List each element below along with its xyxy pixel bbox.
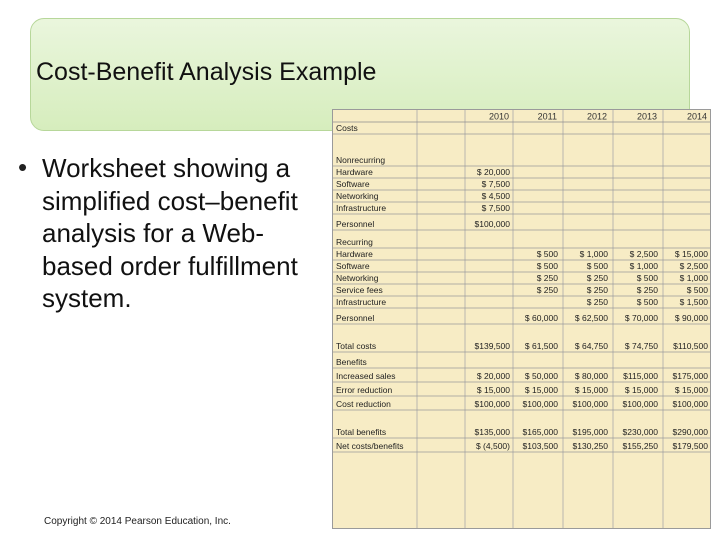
- cell-value: $230,000: [622, 427, 658, 437]
- cell-value: $ 70,000: [624, 313, 658, 323]
- row-label: Software: [336, 179, 370, 189]
- cell-value: $ 15,000: [524, 385, 558, 395]
- row-label: Net costs/benefits: [336, 441, 404, 451]
- cell-value: $179,500: [672, 441, 708, 451]
- worksheet-image: [332, 109, 711, 529]
- row-label: Increased sales: [336, 371, 396, 381]
- cell-value: $ 500: [536, 249, 558, 259]
- cell-value: $ 74,750: [624, 341, 658, 351]
- row-label: Cost reduction: [336, 399, 391, 409]
- cell-value: $ 500: [636, 273, 658, 283]
- copyright-note: Copyright © 2014 Pearson Education, Inc.: [44, 516, 231, 527]
- cell-value: $ 250: [586, 285, 608, 295]
- year-header: 2010: [488, 111, 509, 122]
- year-header: 2011: [537, 111, 557, 122]
- row-label: Nonrecurring: [336, 155, 386, 165]
- cell-value: $ 64,750: [574, 341, 608, 351]
- cell-value: $ 15,000: [624, 385, 658, 395]
- row-label: Personnel: [336, 313, 375, 323]
- row-label: Software: [336, 261, 370, 271]
- cell-value: $ 80,000: [574, 371, 608, 381]
- year-header: 2012: [586, 111, 607, 122]
- cell-value: $155,250: [622, 441, 658, 451]
- cell-value: $103,500: [522, 441, 558, 451]
- row-label: Benefits: [336, 357, 367, 367]
- cell-value: $ 90,000: [674, 313, 708, 323]
- year-header: 2013: [636, 111, 657, 122]
- row-label: Costs: [336, 123, 358, 133]
- cell-value: $115,000: [623, 371, 658, 381]
- cell-value: $100,000: [522, 399, 558, 409]
- cell-value: $ 15,000: [674, 249, 708, 259]
- bullet-dot: •: [18, 152, 28, 182]
- cell-value: $ 250: [636, 285, 658, 295]
- cell-value: $ 500: [586, 261, 608, 271]
- cell-value: $ 20,000: [476, 371, 510, 381]
- cell-value: $ 500: [636, 297, 658, 307]
- row-label: Total benefits: [336, 427, 387, 437]
- cell-value: $ 61,500: [524, 341, 558, 351]
- cell-value: $100,000: [474, 399, 510, 409]
- row-label: Hardware: [336, 249, 373, 259]
- row-label: Networking: [336, 273, 379, 283]
- cell-value: $ 4,500: [481, 191, 510, 201]
- cell-value: $ 62,500: [574, 313, 608, 323]
- cell-value: $ 15,000: [574, 385, 608, 395]
- cell-value: $ 500: [686, 285, 708, 295]
- row-label: Hardware: [336, 167, 373, 177]
- cell-value: $ 7,500: [481, 203, 510, 213]
- row-label: Personnel: [336, 219, 375, 229]
- row-label: Error reduction: [336, 385, 393, 395]
- cell-value: $ 250: [536, 273, 558, 283]
- cell-value: $ 2,500: [679, 261, 708, 271]
- cell-value: $ (4,500): [475, 441, 510, 451]
- cell-value: $100,000: [572, 399, 608, 409]
- cell-value: $ 1,000: [679, 273, 708, 283]
- cell-value: $ 1,000: [629, 261, 658, 271]
- cell-value: $290,000: [672, 427, 708, 437]
- cell-value: $ 15,000: [674, 385, 708, 395]
- cell-value: $175,000: [672, 371, 708, 381]
- bullet-text: Worksheet showing a simplified cost–benefit analysis for a Web-based order fulfillment system.: [42, 153, 298, 313]
- cell-value: $165,000: [522, 427, 558, 437]
- cell-value: $ 250: [586, 297, 608, 307]
- cell-value: $ 20,000: [476, 167, 510, 177]
- cell-value: $100,000: [672, 399, 708, 409]
- cell-value: $ 250: [536, 285, 558, 295]
- cell-value: $ 250: [586, 273, 608, 283]
- year-header: 2014: [686, 111, 707, 122]
- cell-value: $ 2,500: [629, 249, 658, 259]
- row-label: Total costs: [336, 341, 377, 351]
- cell-value: $ 50,000: [524, 371, 558, 381]
- slide-title: Cost-Benefit Analysis Example: [36, 58, 377, 86]
- cell-value: $195,000: [572, 427, 608, 437]
- cell-value: $ 1,500: [679, 297, 708, 307]
- row-label: Networking: [336, 191, 379, 201]
- cell-value: $ 500: [536, 261, 558, 271]
- cell-value: $110,500: [673, 341, 708, 351]
- cell-value: $ 60,000: [524, 313, 558, 323]
- cell-value: $100,000: [474, 219, 510, 229]
- row-label: Recurring: [336, 237, 373, 247]
- worksheet-grid: [333, 110, 710, 528]
- row-label: Infrastructure: [336, 297, 387, 307]
- cell-value: $ 7,500: [481, 179, 510, 189]
- cell-value: $ 1,000: [579, 249, 608, 259]
- cell-value: $130,250: [572, 441, 608, 451]
- row-label: Infrastructure: [336, 203, 387, 213]
- cell-value: $100,000: [622, 399, 658, 409]
- cell-value: $135,000: [474, 427, 510, 437]
- row-label: Service fees: [336, 285, 383, 295]
- cell-value: $ 15,000: [476, 385, 510, 395]
- cell-value: $139,500: [474, 341, 510, 351]
